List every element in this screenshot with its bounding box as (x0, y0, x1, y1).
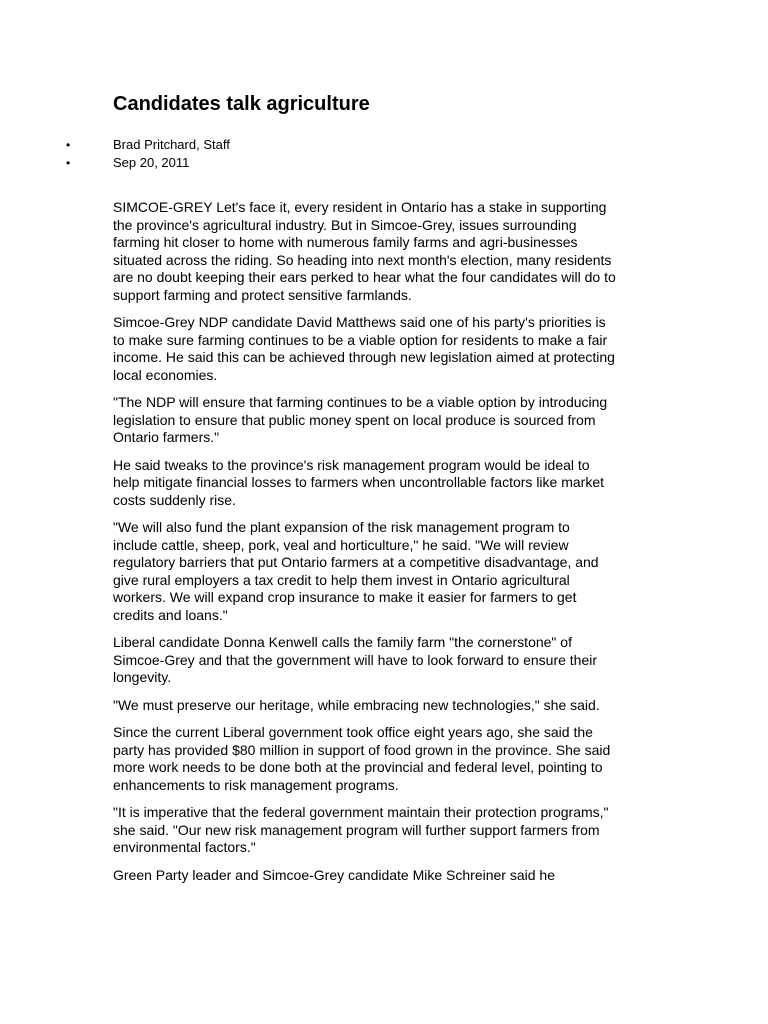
paragraph-line: Simcoe-Grey and that the government will have to look forward to ensure their (113, 651, 598, 668)
paragraph-line: help mitigate financial losses to farmers when uncontrollable factors like market (113, 474, 605, 490)
article-paragraph (113, 724, 673, 794)
paragraph-line: enhancements to risk management programs. (113, 776, 399, 793)
paragraph-line: He said tweaks to the province's risk management program would be ideal to (113, 456, 590, 473)
paragraph-line: costs suddenly rise. (113, 491, 236, 508)
article-paragraph (113, 457, 673, 510)
article-paragraph (113, 867, 673, 885)
paragraph-line: Simcoe-Grey NDP candidate David Matthews said one of his party's priorities is (113, 314, 606, 330)
paragraph-line: Liberal candidate Donna Kenwell calls the family farm "the cornerstone" of (113, 634, 572, 650)
paragraph-line: the province's agricultural industry. But in Simcoe-Grey, issues surrounding (113, 216, 577, 233)
article-paragraph (113, 634, 673, 687)
article-date: Sep 20, 2011 (113, 155, 190, 170)
article-body (113, 199, 673, 894)
paragraph-line: more work needs to be done both at the provincial and federal level, pointing to (113, 759, 603, 775)
article-paragraph (113, 314, 673, 384)
article-paragraph (113, 804, 673, 857)
paragraph-line: "The NDP will ensure that farming continues to be a viable option by introducing (113, 394, 608, 410)
paragraph-line: she said. "Our new risk management program will further support farmers from (113, 821, 600, 838)
article-paragraph (113, 519, 673, 624)
paragraph-line: "We must preserve our heritage, while embracing new technologies," she said. (113, 696, 600, 713)
paragraph-line: situated across the riding. So heading into next month's election, many residents (113, 251, 612, 268)
paragraph-line: include cattle, sheep, pork, veal and horticulture," he said. "We will review (113, 536, 569, 553)
paragraph-line: SIMCOE-GREY Let's face it, every resident in Ontario has a stake in supporting (113, 199, 607, 215)
article-author: Brad Pritchard, Staff (113, 137, 230, 152)
paragraph-line: party has provided $80 million in support of food grown in the province. She said (113, 741, 611, 758)
bullet-icon: • (66, 156, 71, 170)
paragraph-line: give rural employers a tax credit to help them invest in Ontario agricultural (113, 571, 570, 588)
bullet-icon: • (66, 138, 71, 152)
paragraph-line: Ontario farmers." (113, 429, 220, 445)
paragraph-line: Green Party leader and Simcoe-Grey candidate Mike Schreiner said he (113, 866, 555, 883)
paragraph-line: legislation to ensure that public money spent on local produce is sourced from (113, 411, 596, 428)
paragraph-line: local economies. (113, 366, 218, 383)
paragraph-line: farming hit closer to home with numerous family farms and agri-businesses (113, 234, 578, 250)
paragraph-line: longevity. (113, 669, 172, 685)
paragraph-line: to make sure farming continues to be a viable option for residents to make a fair (113, 331, 608, 348)
article-paragraph (113, 394, 673, 447)
paragraph-line: support farming and protect sensitive farmlands. (113, 286, 412, 303)
paragraph-line: income. He said this can be achieved through new legislation aimed at protecting (113, 349, 615, 365)
paragraph-line: regulatory barriers that put Ontario farmers at a competitive disadvantage, and (113, 554, 599, 570)
paragraph-line: credits and loans." (113, 606, 228, 623)
paragraph-line: workers. We will expand crop insurance to make it easier for farmers to get (113, 589, 577, 605)
paragraph-line: Since the current Liberal government took office eight years ago, she said the (113, 724, 593, 740)
paragraph-line: are no doubt keeping their ears perked to hear what the four candidates will do to (113, 269, 616, 285)
article-title: Candidates talk agriculture (113, 93, 370, 115)
paragraph-line: "It is imperative that the federal government maintain their protection programs," (113, 804, 609, 820)
paragraph-line: "We will also fund the plant expansion of the risk management program to (113, 519, 570, 535)
article-paragraph (113, 199, 673, 304)
article-paragraph (113, 697, 673, 715)
paragraph-line: environmental factors." (113, 839, 256, 855)
